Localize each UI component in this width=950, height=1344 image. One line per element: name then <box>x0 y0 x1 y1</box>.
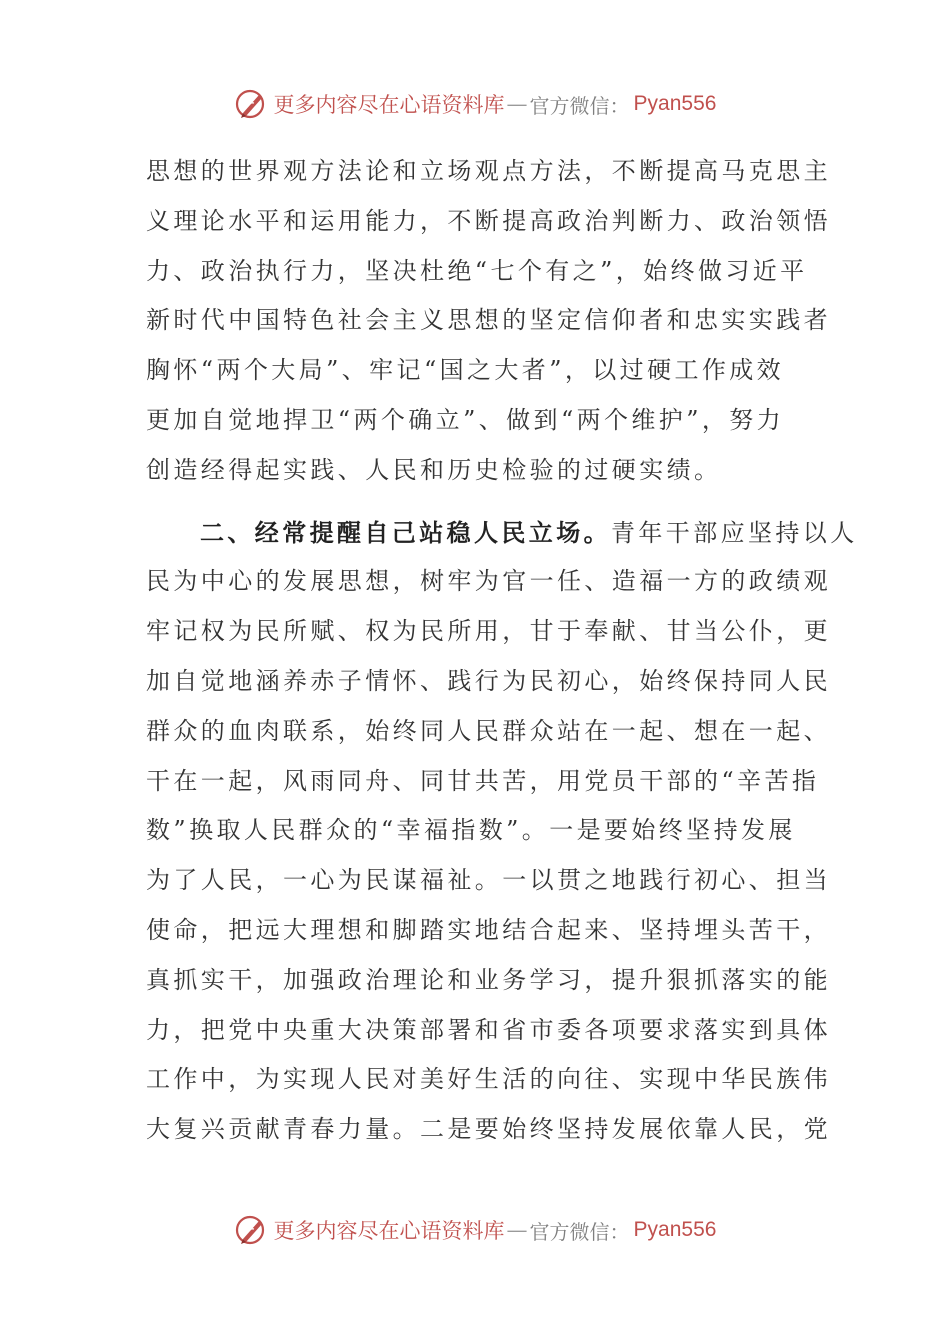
document-body <box>146 147 858 1155</box>
text-line: 真抓实干，加强政治理论和业务学习，提升狠抓落实的能 <box>146 965 831 994</box>
text-line: 思想的世界观方法论和立场观点方法，不断提高马克思主 <box>146 157 831 185</box>
text-line: 大复兴贡献青春力量。二是要始终坚持发展依靠人民，党 <box>146 1115 831 1144</box>
pen-circle-icon <box>234 1213 268 1247</box>
paragraph-2 <box>146 508 858 1155</box>
text-line: 干在一起，风雨同舟、同甘共苦，用党员干部的“辛苦指 <box>146 766 820 795</box>
text-line: 力，把党中央重大决策部署和省市委各项要求落实到具体 <box>146 1015 831 1044</box>
header-banner <box>0 84 950 124</box>
pen-circle-icon <box>234 87 268 121</box>
ad-text: 更多内容尽在心语资料库 <box>273 93 505 117</box>
paragraph-1 <box>146 147 831 496</box>
text-line: 力、政治执行力，坚决杜绝“七个有之”，始终做习近平 <box>146 256 808 285</box>
text-line: 创造经得起实践、人民和历史检验的过硬实绩。 <box>146 455 722 484</box>
heading-rest: 青年干部应坚持以人 <box>611 518 858 547</box>
text-line: 群众的血肉联系，始终同人民群众站在一起、想在一起、 <box>146 716 831 745</box>
text-line: 数”换取人民群众的“幸福指数”。一是要始终坚持发展 <box>146 816 796 845</box>
text-line: 牢记权为民所赋、权为民所用，甘于奉献、甘当公仆，更 <box>146 617 831 646</box>
ad-dash: — <box>506 1218 528 1242</box>
wechat-id: Pyan556 <box>633 1218 717 1241</box>
wechat-id: Pyan556 <box>633 92 717 115</box>
footer-banner <box>0 1210 950 1250</box>
ad-dash: — <box>506 92 528 116</box>
section-heading: 二、经常提醒自己站稳人民立场。 <box>200 517 611 547</box>
text-line-first <box>146 508 858 558</box>
wechat-label: 官方微信： <box>529 93 630 118</box>
ad-text: 更多内容尽在心语资料库 <box>273 1219 505 1243</box>
text-line: 为了人民，一心为民谋福祉。一以贯之地践行初心、担当 <box>146 866 831 895</box>
text-line: 新时代中国特色社会主义思想的坚定信仰者和忠实实践者 <box>146 306 831 335</box>
text-line: 加自觉地涵养赤子情怀、践行为民初心，始终保持同人民 <box>146 666 831 695</box>
paragraph-gap <box>146 496 806 508</box>
text-line: 民为中心的发展思想，树牢为官一任、造福一方的政绩观 <box>146 567 831 596</box>
text-line: 胸怀“两个大局”、牢记“国之大者”，以过硬工作成效 <box>146 356 785 385</box>
text-line: 义理论水平和运用能力，不断提高政治判断力、政治领悟 <box>146 206 831 235</box>
wechat-label: 官方微信： <box>529 1219 630 1244</box>
text-line: 工作中，为实现人民对美好生活的向往、实现中华民族伟 <box>146 1065 831 1094</box>
text-line: 使命，把远大理想和脚踏实地结合起来、坚持埋头苦干， <box>146 915 831 944</box>
text-line: 更加自觉地捍卫“两个确立”、做到“两个维护”，努力 <box>146 405 785 434</box>
